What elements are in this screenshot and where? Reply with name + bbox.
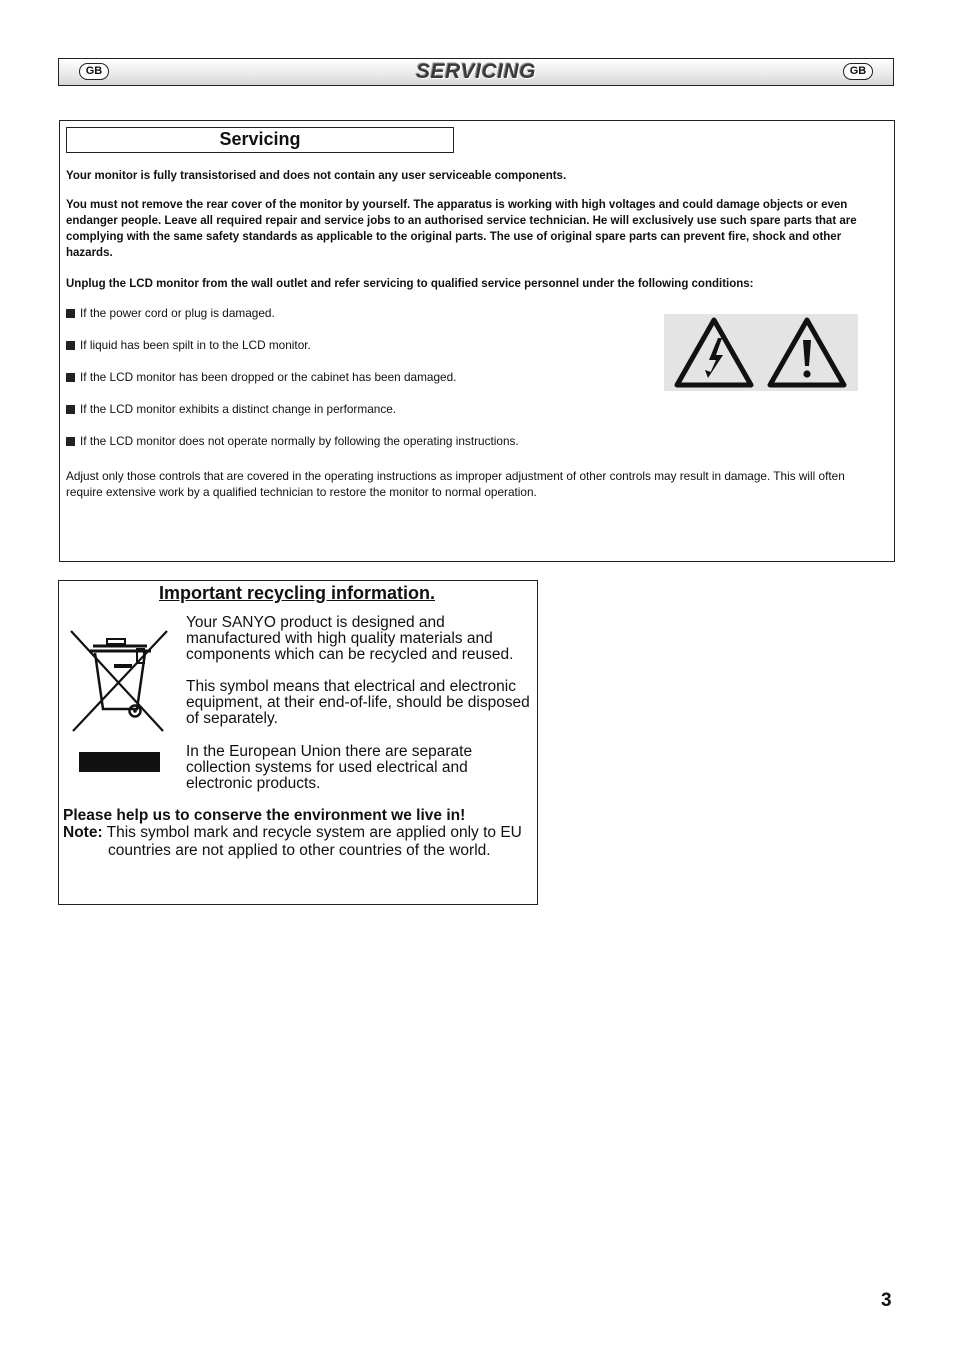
bullet-square-icon (66, 405, 75, 414)
recycling-note (63, 824, 533, 860)
page-title: SERVICING (415, 60, 537, 83)
recycling-heading: Important recycling information. (158, 583, 436, 603)
servicing-section (59, 120, 895, 562)
separate-collection-bar (79, 752, 160, 772)
note-label: Note: (63, 824, 103, 841)
crossed-out-wheelie-bin-icon (67, 627, 171, 733)
language-badge-left: GB (79, 63, 109, 80)
condition-item: If liquid has been spilt in to the LCD monitor. (66, 338, 311, 352)
condition-item: If the LCD monitor exhibits a distinct change in performance. (66, 402, 396, 416)
warning-symbols-svg (664, 314, 858, 391)
recycling-section (58, 580, 538, 905)
warning-symbols (664, 314, 858, 391)
servicing-heading: Servicing (66, 127, 454, 153)
servicing-paragraph-2: You must not remove the rear cover of the monitor by yourself. The apparatus is working with high voltages and could damage objects or even endanger people. Leave all required repair and service jobs to an authorised service technician. He will exclusively use such spare parts that are complying with the same safety standards as applicable to the original parts. The use of original spare parts can prevent fire, shock and other hazards. (66, 199, 857, 259)
general-warning-icon (770, 320, 844, 385)
servicing-paragraph-1: Your monitor is fully transistorised and does not contain any user serviceable components. (66, 170, 567, 182)
recycling-paragraph-3: In the European Union there are separate collection systems for used electrical and electronic products. (186, 743, 473, 792)
electric-shock-warning-icon (677, 320, 751, 385)
recycling-paragraph-1: Your SANYO product is designed and manufactured with high quality materials and components which can be recycled and reused. (186, 614, 514, 663)
conserve-statement: Please help us to conserve the environment we live in! (63, 807, 466, 824)
page-number: 3 (881, 1290, 892, 1311)
condition-item: If the power cord or plug is damaged. (66, 306, 275, 320)
condition-item: If the LCD monitor does not operate normally by following the operating instructions. (66, 434, 519, 448)
condition-item: If the LCD monitor has been dropped or the cabinet has been damaged. (66, 370, 456, 384)
adjust-controls-note: Adjust only those controls that are covered in the operating instructions as improper adjustment of other controls may result in damage. This will often require extensive work by a qualified technician to restore the monitor to normal operation. (66, 469, 845, 499)
bullet-square-icon (66, 373, 75, 382)
bullet-square-icon (66, 341, 75, 350)
bullet-square-icon (66, 309, 75, 318)
note-text: This symbol mark and recycle system are applied only to EU countries are not applied to other countries of the world. (106, 824, 522, 859)
language-badge-right: GB (843, 63, 873, 80)
servicing-paragraph-3: Unplug the LCD monitor from the wall outlet and refer servicing to qualified service personnel under the following conditions: (66, 278, 754, 290)
recycling-paragraph-2: This symbol means that electrical and electronic equipment, at their end-of-life, should be disposed of separately. (186, 678, 530, 727)
section-header (58, 58, 894, 86)
bullet-square-icon (66, 437, 75, 446)
